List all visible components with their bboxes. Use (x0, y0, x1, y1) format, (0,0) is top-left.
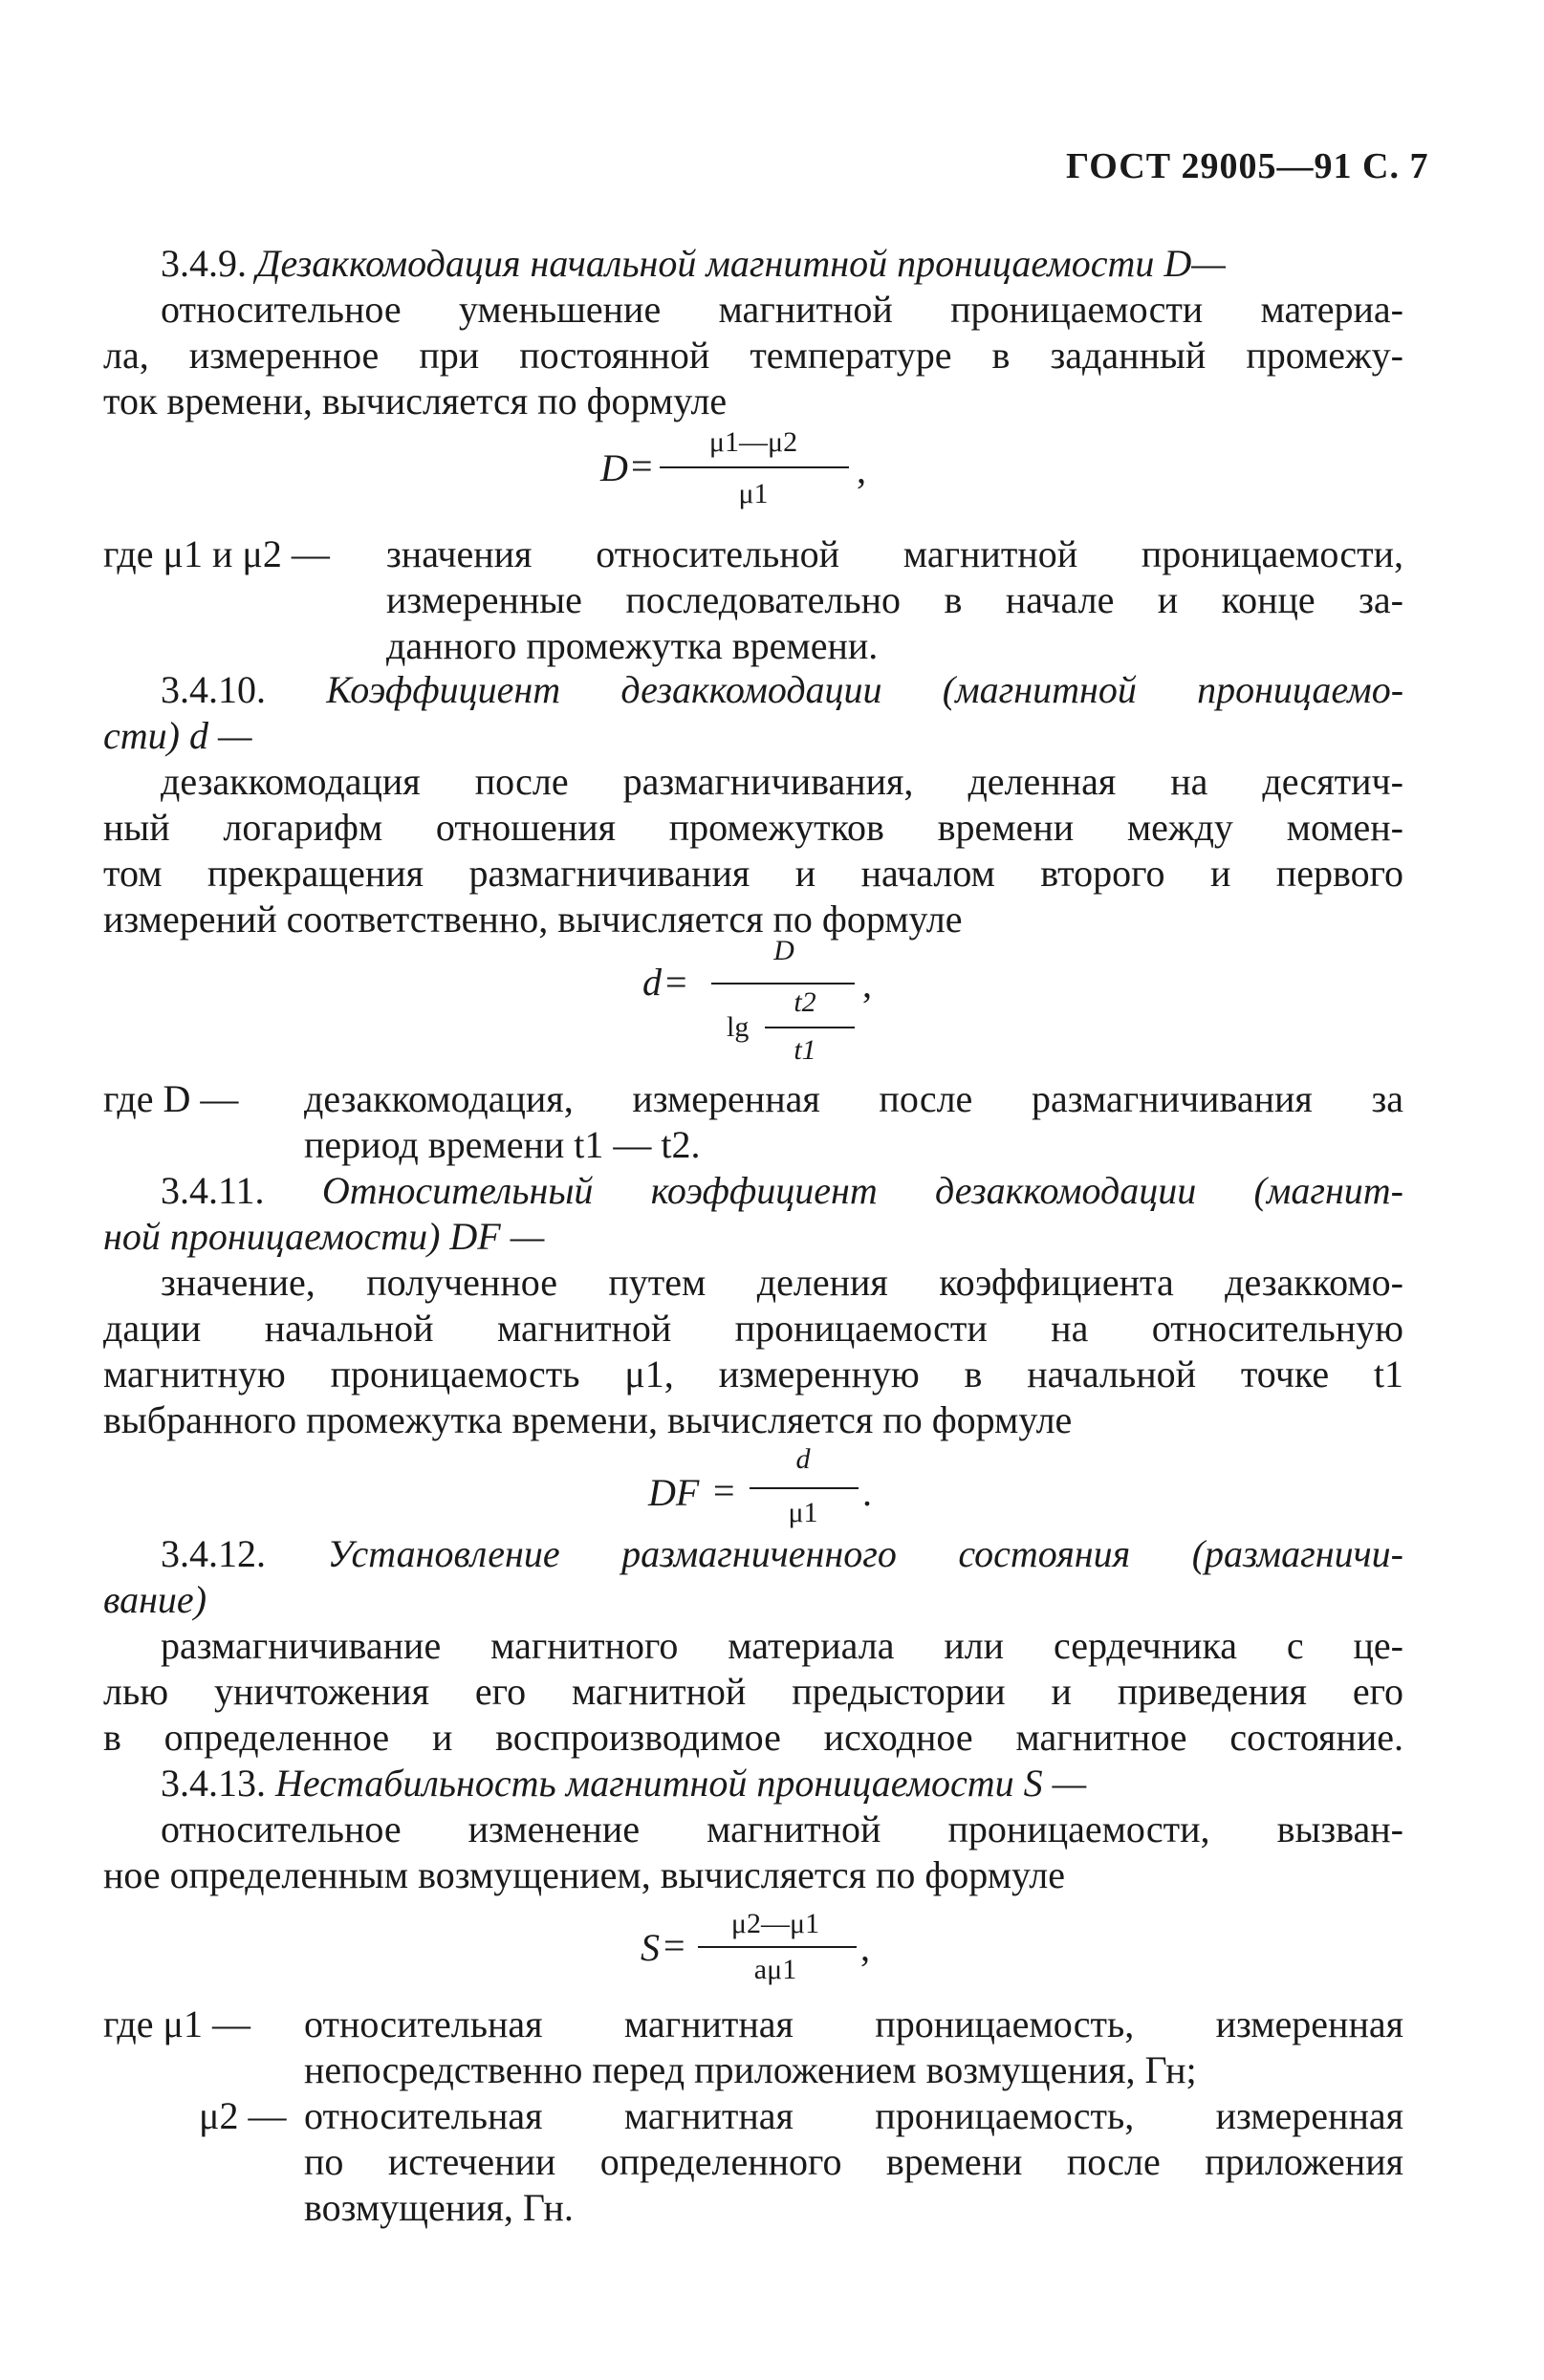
section-term-cont: ной проницаемости) DF — (103, 1215, 545, 1258)
where-line: данного промежутка времени. (386, 624, 879, 667)
where-line: непосредственно перед приложением возмущения, Гн; (304, 2048, 1197, 2091)
section-number: 3.4.10. (161, 668, 266, 711)
formula-equals: = (663, 1924, 685, 1967)
formula-comma: , (862, 963, 872, 1006)
section-3-4-9-title (161, 241, 1226, 287)
section-number: 3.4.12. (161, 1532, 266, 1575)
section-term-cont: вание) (103, 1578, 207, 1621)
section-number: 3.4.9. (161, 242, 247, 285)
paragraph-line: относительное уменьшение магнитной проницаемости материа- (161, 288, 1403, 331)
formula-comma: , (860, 1926, 870, 1969)
section-term: Установление размагниченного состояния (размагничи- (327, 1532, 1404, 1575)
formula-numerator: μ1—μ2 (708, 426, 798, 458)
where-line: измеренные последовательно в начале и конце за- (386, 578, 1403, 621)
where-line: возмущения, Гн. (304, 2186, 574, 2229)
formula-numerator: D (773, 935, 794, 966)
formula-lhs: S (641, 1926, 660, 1969)
where-line: дезаккомодация, измеренная после размагничивания за (304, 1077, 1403, 1120)
paragraph-line: магнитную проницаемость μ1, измеренную в начальной точке t1 (103, 1352, 1403, 1396)
section-term-cont: сти) d — (103, 714, 252, 757)
fraction-bar (750, 1487, 859, 1489)
formula-lhs: D (600, 446, 628, 489)
fraction-bar (711, 983, 855, 984)
formula-numerator: μ2—μ1 (730, 1908, 820, 1939)
section-3-4-13-title (161, 1761, 1086, 1807)
formula-lhs: DF (648, 1471, 700, 1514)
paragraph-line: ток времени, вычисляется по формуле (103, 379, 728, 422)
where-lead: где μ1 и μ2 — (103, 532, 330, 575)
paragraph-line: значение, полученное путем деления коэффициента дезаккомо- (161, 1261, 1403, 1304)
paragraph-line: относительное изменение магнитной проницаемости, вызван- (161, 1807, 1403, 1850)
section-term: Дезаккомодация начальной магнитной проницаемости D— (256, 242, 1226, 285)
section-term: Относительный коэффициент дезаккомодации (магнит- (321, 1169, 1404, 1212)
paragraph-line: ла, измеренное при постоянной температуре в заданный промежу- (103, 334, 1403, 377)
paragraph-line: том прекращения размагничивания и началом второго и первого (103, 852, 1403, 895)
formula-period: . (862, 1471, 872, 1514)
formula-lhs: d (642, 961, 662, 1004)
formula-denominator: μ1 (788, 1497, 818, 1528)
section-number: 3.4.13. (161, 1762, 266, 1805)
formula-t2: t2 (794, 986, 816, 1018)
formula-equals: = (665, 961, 687, 1004)
formula-t1: t1 (794, 1034, 816, 1066)
formula-comma: , (857, 448, 866, 491)
where-lead: где μ1 — (103, 2002, 250, 2045)
section-3-4-10-title (161, 667, 1403, 713)
paragraph-line: измерений соответственно, вычисляется по формуле (103, 898, 963, 941)
section-term: Нестабильность магнитной проницаемости S — (275, 1762, 1087, 1805)
paragraph-line: в определенное и воспроизводимое исходное магнитное состояние. (103, 1716, 1403, 1759)
paragraph-line: ное определенным возмущением, вычисляется по формуле (103, 1853, 1065, 1896)
paragraph-line: размагничивание магнитного материала или сердечника с це- (161, 1624, 1403, 1667)
where-lead: где D — (103, 1077, 239, 1120)
fraction-bar (660, 466, 849, 468)
paragraph-line: ный логарифм отношения промежутков времени между момен- (103, 806, 1403, 849)
paragraph-line: дации начальной магнитной проницаемости на относительную (103, 1307, 1403, 1350)
where-line: относительная магнитная проницаемость, измеренная (304, 2002, 1403, 2045)
formula-denominator: μ1 (738, 478, 769, 509)
fraction-bar (698, 1946, 857, 1948)
section-3-4-12-title (161, 1531, 1403, 1577)
paragraph-line: лью уничтожения его магнитной предыстории и приведения его (103, 1670, 1403, 1713)
section-term: Коэффициент дезаккомодации (магнитной проницаемо- (326, 668, 1404, 711)
where-line: период времени t1 — t2. (304, 1123, 701, 1166)
where-lead: μ2 — (199, 2094, 287, 2137)
fraction-bar-inner (765, 1027, 855, 1028)
where-line: относительная магнитная проницаемость, измеренная (304, 2094, 1403, 2137)
section-number: 3.4.11. (161, 1169, 265, 1212)
paragraph-line: выбранного промежутка времени, вычисляется по формуле (103, 1398, 1073, 1441)
section-3-4-11-title (161, 1168, 1403, 1214)
paragraph-line: дезаккомодация после размагничивания, деленная на десятич- (161, 760, 1403, 803)
where-line: значения относительной магнитной проницаемости, (386, 532, 1403, 575)
formula-equals: = (713, 1469, 735, 1512)
where-line: по истечении определенного времени после приложения (304, 2140, 1403, 2183)
page-header: ГОСТ 29005—91 С. 7 (1066, 146, 1429, 186)
formula-lg: lg (727, 1011, 750, 1043)
formula-denominator: aμ1 (753, 1954, 797, 1985)
formula-equals: = (631, 444, 653, 487)
formula-numerator: d (795, 1443, 811, 1475)
